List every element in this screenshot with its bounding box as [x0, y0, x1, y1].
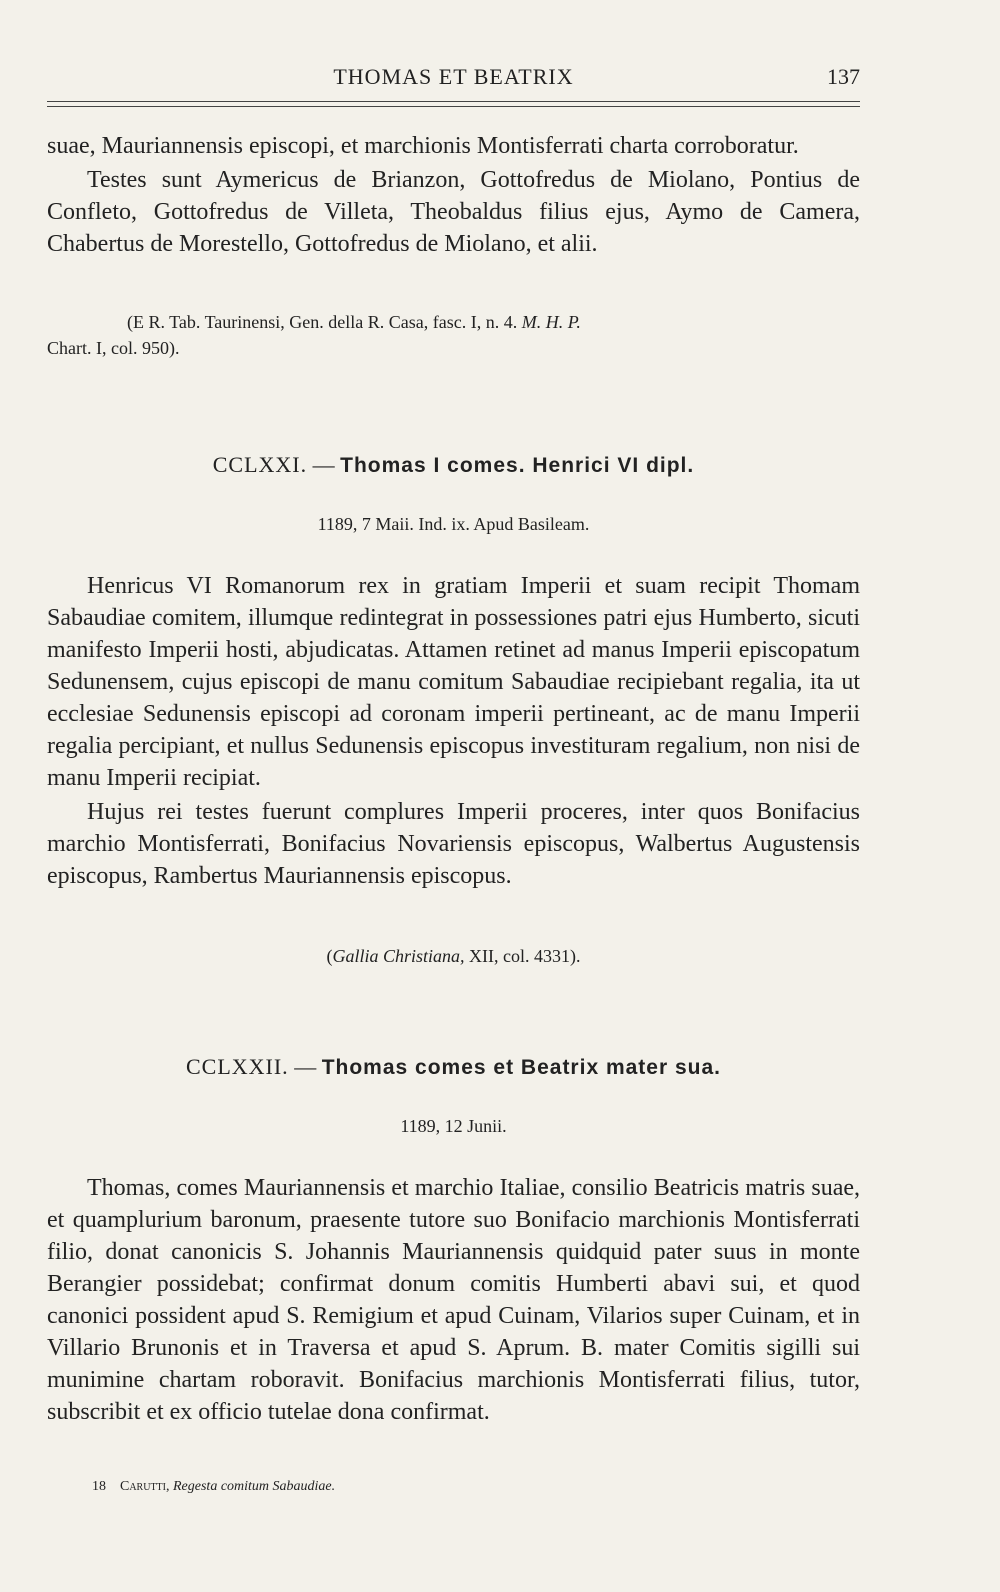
citation-open: (: [326, 946, 333, 966]
footnote-author: Carutti,: [120, 1479, 170, 1494]
footnote-number: 18: [92, 1479, 106, 1494]
heading-dash: —: [294, 1054, 317, 1079]
citation-text: (E R. Tab. Taurinensi, Gen. della R. Casa, fasc. I, n. 4.: [127, 312, 518, 332]
paragraph: Hujus rei testes fuerunt complures Imperii proceres, inter quos Bonifacius marchio Montisferrati, Bonifacius Novariensis episcopus, Walbertus Augustensis episcopus, Rambertus Mauriannensis episcopus.: [47, 799, 860, 889]
running-title: THOMAS ET BEATRIX: [333, 64, 574, 89]
running-header: [47, 64, 860, 94]
citation-tail: Chart. I, col. 950).: [47, 338, 180, 358]
footnote: [92, 1479, 335, 1495]
document-heading: [47, 1054, 860, 1080]
source-citation: [47, 309, 860, 361]
document-heading: [47, 452, 860, 478]
page-number: 137: [827, 64, 860, 89]
document-date: 1189, 12 Junii.: [400, 1116, 507, 1136]
footnote-work: Regesta comitum Sabaudiae.: [173, 1479, 336, 1494]
paragraph: Henricus VI Romanorum rex in gratiam Imperii et suam recipit Thomam Sabaudiae comitem, illumque redintegrat in possessiones patri ejus Humberto, sicuti manifesto Imperii hosti, abjudicatas. Attamen retinet ad manus Imperii episcopatum Sedunensem, cujus episcopi de manu comitum Sabaudiae recipiebant regalia, ita ut ecclesiae Sedunensis episcopi ad coronam imperii pertineant, ac de manu Imperii regalia percipiant, et nullus Sedunensis episcopus investituram regalium, non nisi de manu Imperii recipiat.: [47, 573, 860, 791]
document-body: [47, 1172, 860, 1428]
document-title: Thomas I comes. Henrici VI dipl.: [340, 454, 695, 477]
citation-italic: Gallia Christiana,: [332, 946, 465, 966]
paragraph: suae, Mauriannensis episcopi, et marchionis Montisferrati charta corroboratur.: [47, 133, 799, 159]
header-rule-top: [47, 101, 860, 102]
citation-italic: M. H. P.: [521, 312, 581, 332]
heading-dash: —: [312, 452, 335, 477]
source-citation: [47, 943, 860, 969]
document-number: CCLXXII.: [185, 1054, 289, 1079]
document-number: CCLXXI.: [212, 452, 308, 477]
paragraph: Testes sunt Aymericus de Brianzon, Gottofredus de Miolano, Pontius de Confleto, Gottofredus de Villeta, Theobaldus filius ejus, Aymo de Camera, Chabertus de Morestello, Gottofredus de Miolano, et alii.: [47, 167, 860, 257]
citation-text: XII, col. 4331).: [464, 946, 581, 966]
paragraph: Thomas, comes Mauriannensis et marchio Italiae, consilio Beatricis matris suae, et quamplurium baronum, praesente tutore suo Bonifacio marchionis Montisferrati filio, donat canonicis S. Johannis Mauriannensis quidquid pater suus in monte Berangier possidebat; confirmat donum comitis Humberti abavi sui, et quod canonici possident apud S. Remigium et apud Cuinam, Vilarios super Cuinam, et in Villario Brunonis et in Traversa et apud S. Aprum. B. mater Comitis sigilli sui munimine chartam roboravit. Bonifacius marchionis Montisferrati filius, tutor, subscribit et ex officio tutelae dona confirmat.: [47, 1175, 860, 1425]
continuation-text: [47, 130, 860, 260]
document-title: Thomas comes et Beatrix mater sua.: [321, 1056, 722, 1079]
document-date: 1189, 7 Maii. Ind. ix. Apud Basileam.: [317, 514, 590, 534]
header-rule-bottom: [47, 106, 860, 107]
document-body: [47, 570, 860, 892]
